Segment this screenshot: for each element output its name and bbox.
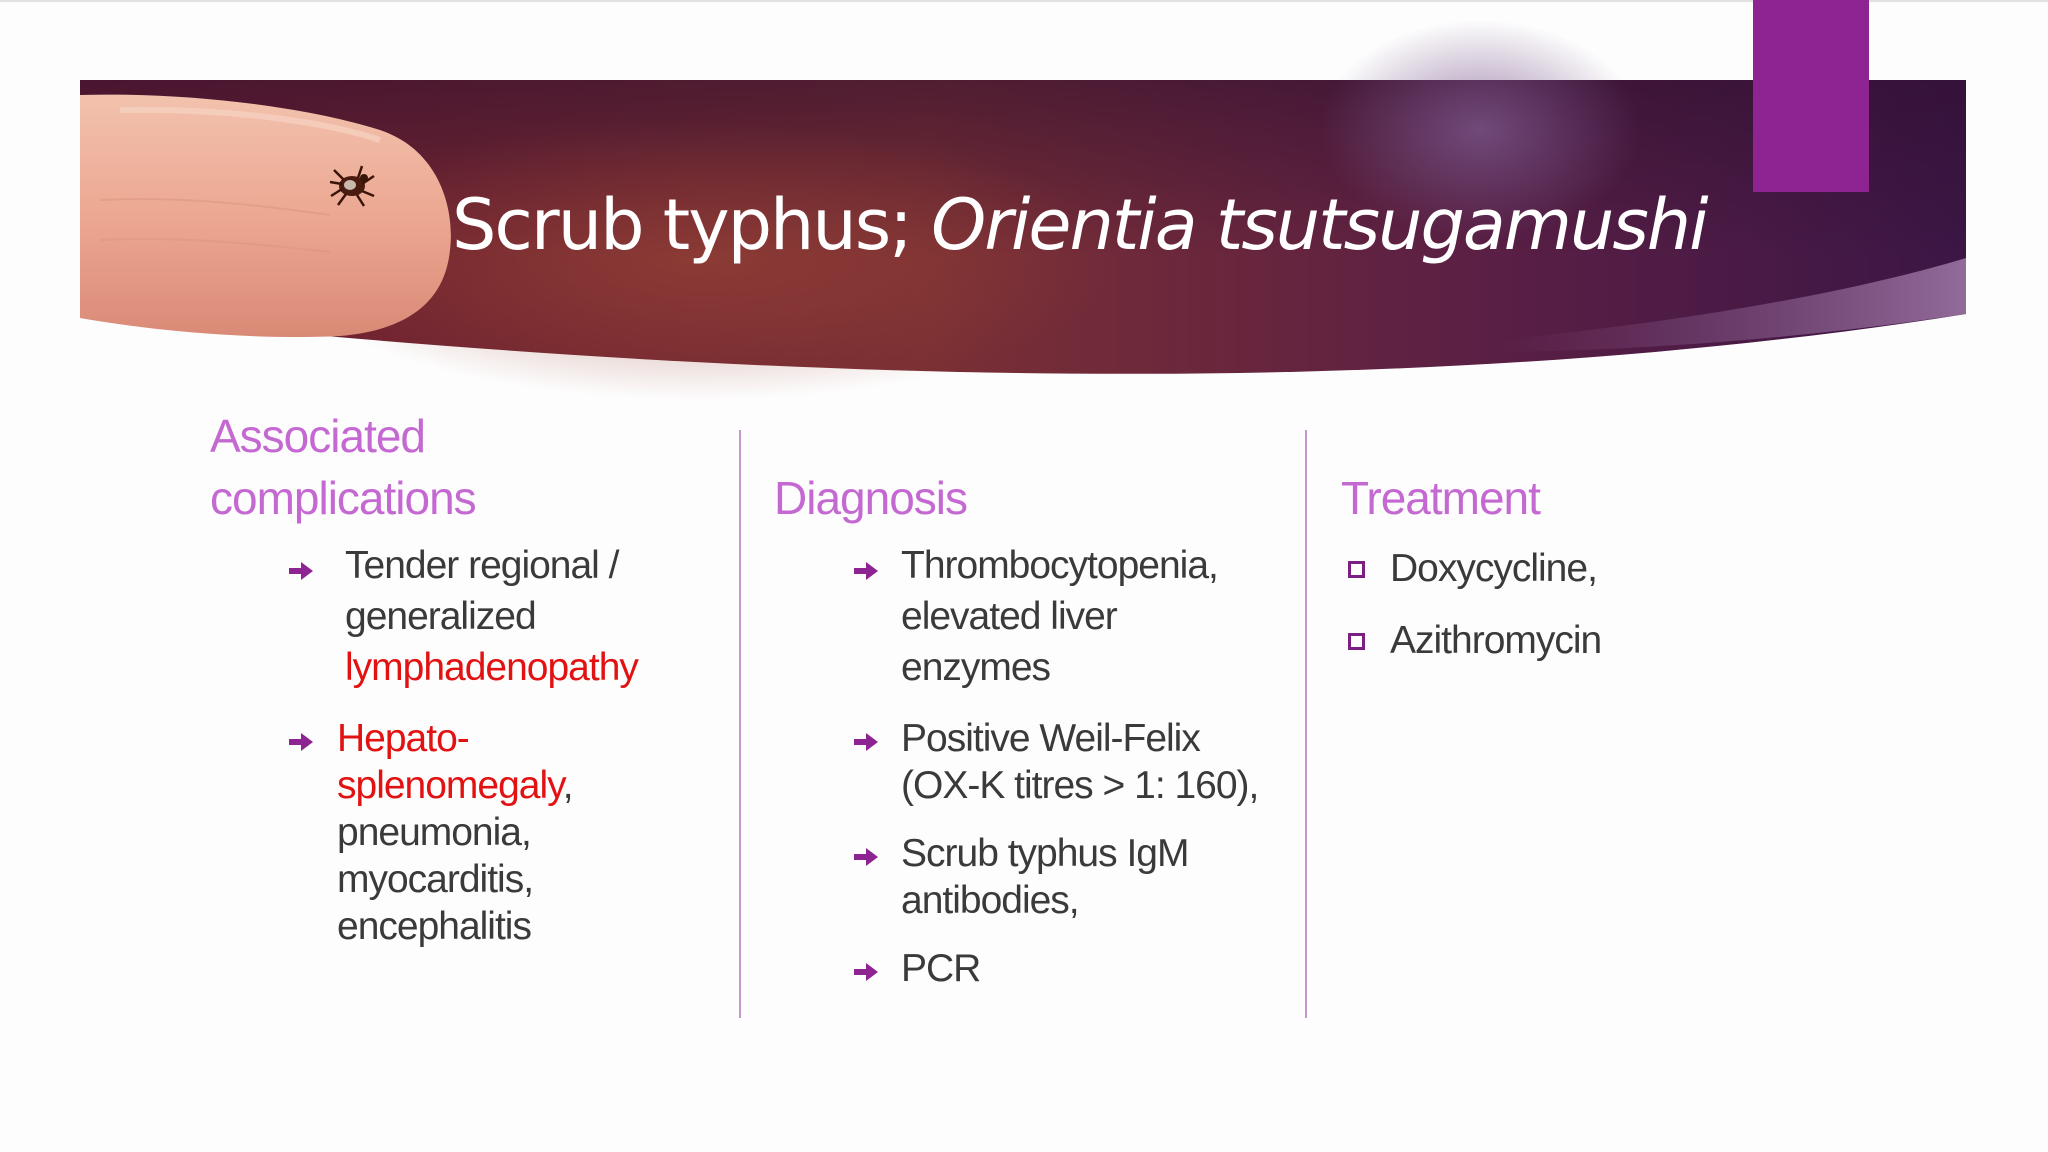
arrow-right-icon xyxy=(288,561,314,581)
accent-tab xyxy=(1753,0,1869,192)
treatment-heading: Treatment xyxy=(1341,472,1540,524)
list-item-text: Scrub typhus IgM antibodies, xyxy=(901,832,1189,922)
arrow-right-icon xyxy=(853,732,879,752)
arrow-right-icon xyxy=(853,561,879,581)
title-italic: Orientia tsutsugamushi xyxy=(931,184,1707,266)
arrow-right-icon xyxy=(288,732,314,752)
list-item-text: Doxycycline, xyxy=(1390,547,1597,590)
list-item-text: Tender regional / generalized lymphadenopathy xyxy=(345,544,638,689)
column-divider xyxy=(1305,430,1307,1018)
highlight-text: lymphadenopathy xyxy=(345,646,638,689)
highlight-text: splenomegaly xyxy=(337,764,563,807)
column-divider xyxy=(739,430,741,1018)
title-plain: Scrub typhus; xyxy=(452,184,932,266)
arrow-right-icon xyxy=(853,847,879,867)
list-item-text: Hepato- splenomegaly, pneumonia, myocarditis, encephalitis xyxy=(337,717,573,948)
arrow-right-icon xyxy=(853,962,879,982)
checkbox-icon xyxy=(1348,633,1365,650)
diagnosis-heading: Diagnosis xyxy=(774,472,967,524)
highlight-text: Hepato- xyxy=(337,717,469,760)
heading-line: complications xyxy=(210,472,476,524)
list-item-text: Azithromycin xyxy=(1390,619,1602,662)
list-item-text: Positive Weil-Felix (OX-K titres > 1: 160), xyxy=(901,717,1259,807)
slide-title xyxy=(452,175,1752,275)
list-item-text: PCR xyxy=(901,947,981,990)
complications-heading xyxy=(210,405,476,529)
checkbox-icon xyxy=(1348,561,1365,578)
list-item-text: Thrombocytopenia, elevated liver enzymes xyxy=(901,544,1218,689)
heading-line: Associated xyxy=(210,410,426,462)
